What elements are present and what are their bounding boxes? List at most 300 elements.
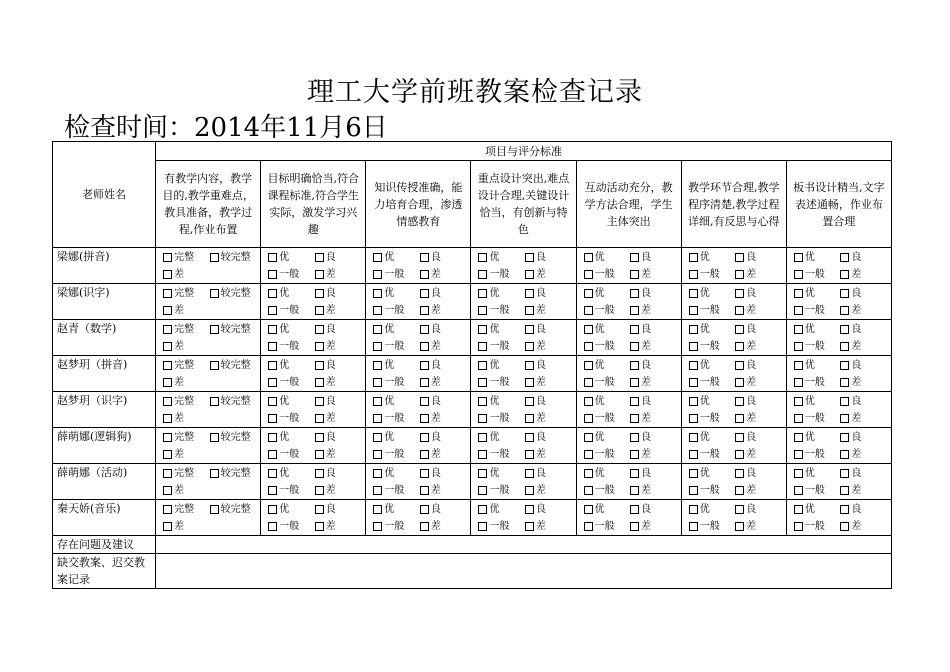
rating-option[interactable] [794, 446, 841, 463]
checkbox-icon[interactable] [584, 289, 593, 298]
checkbox-icon[interactable] [373, 486, 382, 495]
rating-option[interactable] [373, 357, 420, 374]
checkbox-icon[interactable] [794, 289, 803, 298]
checkbox-icon[interactable] [689, 306, 698, 315]
checkbox-icon[interactable] [315, 361, 324, 370]
rating-option[interactable] [630, 501, 677, 518]
checkbox-icon[interactable] [735, 414, 744, 423]
rating-option[interactable] [584, 357, 631, 374]
rating-option[interactable] [478, 357, 525, 374]
checkbox-icon[interactable] [315, 450, 324, 459]
checkbox-icon[interactable] [373, 306, 382, 315]
rating-option[interactable] [630, 302, 677, 319]
rating-option[interactable] [268, 374, 315, 391]
checkbox-icon[interactable] [840, 397, 849, 406]
rating-option[interactable] [163, 518, 210, 535]
rating-option[interactable] [268, 518, 315, 535]
checkbox-icon[interactable] [735, 433, 744, 442]
rating-option[interactable] [735, 482, 782, 499]
checkbox-icon[interactable] [478, 342, 487, 351]
checkbox-icon[interactable] [268, 433, 277, 442]
rating-option[interactable] [794, 302, 841, 319]
checkbox-icon[interactable] [794, 342, 803, 351]
checkbox-icon[interactable] [268, 486, 277, 495]
checkbox-icon[interactable] [630, 306, 639, 315]
checkbox-icon[interactable] [478, 505, 487, 514]
rating-option[interactable] [840, 393, 887, 410]
rating-option[interactable] [735, 393, 782, 410]
rating-option[interactable] [420, 302, 467, 319]
rating-option[interactable] [315, 321, 362, 338]
checkbox-icon[interactable] [373, 397, 382, 406]
checkbox-icon[interactable] [840, 450, 849, 459]
rating-option[interactable] [163, 393, 210, 410]
rating-option[interactable] [689, 501, 736, 518]
checkbox-icon[interactable] [163, 486, 172, 495]
checkbox-icon[interactable] [689, 270, 698, 279]
rating-option[interactable] [689, 374, 736, 391]
checkbox-icon[interactable] [373, 325, 382, 334]
rating-option[interactable] [478, 410, 525, 427]
rating-option[interactable] [689, 338, 736, 355]
checkbox-icon[interactable] [315, 378, 324, 387]
checkbox-icon[interactable] [735, 289, 744, 298]
rating-option[interactable] [525, 302, 572, 319]
checkbox-icon[interactable] [268, 469, 277, 478]
rating-option[interactable] [163, 465, 210, 482]
rating-option[interactable] [478, 285, 525, 302]
rating-option[interactable] [478, 302, 525, 319]
checkbox-icon[interactable] [163, 397, 172, 406]
checkbox-icon[interactable] [373, 270, 382, 279]
rating-option[interactable] [689, 482, 736, 499]
rating-option[interactable] [840, 302, 887, 319]
rating-option[interactable] [210, 501, 257, 518]
rating-option[interactable] [794, 410, 841, 427]
checkbox-icon[interactable] [373, 289, 382, 298]
rating-option[interactable] [525, 501, 572, 518]
rating-option[interactable] [373, 482, 420, 499]
checkbox-icon[interactable] [525, 486, 534, 495]
checkbox-icon[interactable] [794, 325, 803, 334]
rating-option[interactable] [420, 501, 467, 518]
rating-option[interactable] [525, 446, 572, 463]
checkbox-icon[interactable] [525, 378, 534, 387]
rating-option[interactable] [315, 302, 362, 319]
rating-option[interactable] [478, 393, 525, 410]
rating-option[interactable] [689, 357, 736, 374]
checkbox-icon[interactable] [268, 325, 277, 334]
rating-option[interactable] [584, 410, 631, 427]
checkbox-icon[interactable] [373, 342, 382, 351]
checkbox-icon[interactable] [840, 342, 849, 351]
checkbox-icon[interactable] [735, 306, 744, 315]
rating-option[interactable] [420, 482, 467, 499]
rating-option[interactable] [210, 321, 257, 338]
checkbox-icon[interactable] [630, 486, 639, 495]
checkbox-icon[interactable] [794, 522, 803, 531]
checkbox-icon[interactable] [630, 325, 639, 334]
rating-option[interactable] [630, 429, 677, 446]
rating-option[interactable] [210, 285, 257, 302]
checkbox-icon[interactable] [735, 505, 744, 514]
checkbox-icon[interactable] [478, 270, 487, 279]
checkbox-icon[interactable] [735, 361, 744, 370]
rating-option[interactable] [840, 410, 887, 427]
checkbox-icon[interactable] [735, 378, 744, 387]
rating-option[interactable] [689, 266, 736, 283]
rating-option[interactable] [689, 446, 736, 463]
checkbox-icon[interactable] [630, 505, 639, 514]
rating-option[interactable] [689, 302, 736, 319]
rating-option[interactable] [794, 374, 841, 391]
rating-option[interactable] [735, 285, 782, 302]
rating-option[interactable] [630, 393, 677, 410]
checkbox-icon[interactable] [268, 270, 277, 279]
rating-option[interactable] [840, 501, 887, 518]
checkbox-icon[interactable] [315, 414, 324, 423]
checkbox-icon[interactable] [630, 450, 639, 459]
checkbox-icon[interactable] [420, 414, 429, 423]
checkbox-icon[interactable] [163, 378, 172, 387]
rating-option[interactable] [840, 374, 887, 391]
checkbox-icon[interactable] [210, 397, 219, 406]
checkbox-icon[interactable] [373, 433, 382, 442]
checkbox-icon[interactable] [373, 505, 382, 514]
checkbox-icon[interactable] [840, 469, 849, 478]
checkbox-icon[interactable] [630, 378, 639, 387]
rating-option[interactable] [268, 429, 315, 446]
rating-option[interactable] [420, 446, 467, 463]
rating-option[interactable] [163, 266, 210, 283]
rating-option[interactable] [478, 321, 525, 338]
checkbox-icon[interactable] [315, 522, 324, 531]
checkbox-icon[interactable] [630, 342, 639, 351]
rating-option[interactable] [315, 285, 362, 302]
checkbox-icon[interactable] [268, 306, 277, 315]
rating-option[interactable] [525, 482, 572, 499]
rating-option[interactable] [163, 302, 210, 319]
checkbox-icon[interactable] [420, 325, 429, 334]
rating-option[interactable] [420, 410, 467, 427]
rating-option[interactable] [584, 266, 631, 283]
rating-option[interactable] [268, 249, 315, 266]
rating-option[interactable] [794, 393, 841, 410]
checkbox-icon[interactable] [525, 253, 534, 262]
checkbox-icon[interactable] [163, 522, 172, 531]
rating-option[interactable] [163, 374, 210, 391]
checkbox-icon[interactable] [210, 253, 219, 262]
rating-option[interactable] [210, 465, 257, 482]
checkbox-icon[interactable] [525, 270, 534, 279]
rating-option[interactable] [689, 465, 736, 482]
checkbox-icon[interactable] [630, 397, 639, 406]
checkbox-icon[interactable] [373, 414, 382, 423]
checkbox-icon[interactable] [525, 397, 534, 406]
checkbox-icon[interactable] [630, 414, 639, 423]
checkbox-icon[interactable] [478, 486, 487, 495]
checkbox-icon[interactable] [584, 270, 593, 279]
checkbox-icon[interactable] [163, 505, 172, 514]
rating-option[interactable] [840, 465, 887, 482]
checkbox-icon[interactable] [584, 306, 593, 315]
rating-option[interactable] [420, 285, 467, 302]
checkbox-icon[interactable] [794, 505, 803, 514]
rating-option[interactable] [584, 518, 631, 535]
checkbox-icon[interactable] [315, 289, 324, 298]
checkbox-icon[interactable] [525, 414, 534, 423]
checkbox-icon[interactable] [420, 450, 429, 459]
rating-option[interactable] [735, 338, 782, 355]
rating-option[interactable] [584, 465, 631, 482]
checkbox-icon[interactable] [478, 306, 487, 315]
checkbox-icon[interactable] [268, 378, 277, 387]
rating-option[interactable] [840, 429, 887, 446]
rating-option[interactable] [689, 429, 736, 446]
rating-option[interactable] [840, 482, 887, 499]
checkbox-icon[interactable] [794, 270, 803, 279]
checkbox-icon[interactable] [525, 450, 534, 459]
rating-option[interactable] [373, 285, 420, 302]
checkbox-icon[interactable] [630, 289, 639, 298]
rating-option[interactable] [525, 393, 572, 410]
checkbox-icon[interactable] [478, 289, 487, 298]
checkbox-icon[interactable] [735, 397, 744, 406]
checkbox-icon[interactable] [689, 414, 698, 423]
checkbox-icon[interactable] [584, 522, 593, 531]
rating-option[interactable] [840, 285, 887, 302]
rating-option[interactable] [735, 429, 782, 446]
checkbox-icon[interactable] [689, 289, 698, 298]
rating-option[interactable] [268, 393, 315, 410]
checkbox-icon[interactable] [525, 469, 534, 478]
rating-option[interactable] [794, 321, 841, 338]
checkbox-icon[interactable] [525, 522, 534, 531]
checkbox-icon[interactable] [373, 378, 382, 387]
rating-option[interactable] [420, 374, 467, 391]
checkbox-icon[interactable] [420, 306, 429, 315]
footer-value[interactable] [156, 554, 892, 589]
rating-option[interactable] [373, 410, 420, 427]
checkbox-icon[interactable] [315, 253, 324, 262]
checkbox-icon[interactable] [315, 325, 324, 334]
rating-option[interactable] [584, 446, 631, 463]
rating-option[interactable] [268, 446, 315, 463]
rating-option[interactable] [210, 249, 257, 266]
rating-option[interactable] [525, 338, 572, 355]
checkbox-icon[interactable] [373, 469, 382, 478]
rating-option[interactable] [794, 429, 841, 446]
checkbox-icon[interactable] [163, 325, 172, 334]
checkbox-icon[interactable] [735, 253, 744, 262]
checkbox-icon[interactable] [630, 522, 639, 531]
checkbox-icon[interactable] [584, 505, 593, 514]
rating-option[interactable] [525, 465, 572, 482]
rating-option[interactable] [794, 465, 841, 482]
rating-option[interactable] [525, 321, 572, 338]
checkbox-icon[interactable] [163, 270, 172, 279]
checkbox-icon[interactable] [420, 522, 429, 531]
checkbox-icon[interactable] [840, 414, 849, 423]
rating-option[interactable] [478, 501, 525, 518]
rating-option[interactable] [373, 501, 420, 518]
checkbox-icon[interactable] [689, 342, 698, 351]
rating-option[interactable] [630, 357, 677, 374]
checkbox-icon[interactable] [420, 342, 429, 351]
rating-option[interactable] [420, 249, 467, 266]
rating-option[interactable] [315, 501, 362, 518]
checkbox-icon[interactable] [420, 469, 429, 478]
checkbox-icon[interactable] [525, 306, 534, 315]
checkbox-icon[interactable] [525, 361, 534, 370]
rating-option[interactable] [163, 501, 210, 518]
checkbox-icon[interactable] [689, 505, 698, 514]
rating-option[interactable] [735, 249, 782, 266]
checkbox-icon[interactable] [315, 397, 324, 406]
checkbox-icon[interactable] [210, 433, 219, 442]
rating-option[interactable] [689, 518, 736, 535]
rating-option[interactable] [163, 338, 210, 355]
rating-option[interactable] [373, 446, 420, 463]
checkbox-icon[interactable] [163, 433, 172, 442]
rating-option[interactable] [268, 338, 315, 355]
checkbox-icon[interactable] [735, 486, 744, 495]
rating-option[interactable] [584, 429, 631, 446]
rating-option[interactable] [735, 446, 782, 463]
rating-option[interactable] [315, 465, 362, 482]
checkbox-icon[interactable] [163, 414, 172, 423]
checkbox-icon[interactable] [840, 378, 849, 387]
checkbox-icon[interactable] [689, 433, 698, 442]
rating-option[interactable] [163, 410, 210, 427]
rating-option[interactable] [840, 338, 887, 355]
checkbox-icon[interactable] [689, 469, 698, 478]
rating-option[interactable] [478, 518, 525, 535]
checkbox-icon[interactable] [163, 306, 172, 315]
rating-option[interactable] [478, 465, 525, 482]
checkbox-icon[interactable] [794, 450, 803, 459]
rating-option[interactable] [478, 429, 525, 446]
rating-option[interactable] [163, 285, 210, 302]
rating-option[interactable] [794, 501, 841, 518]
checkbox-icon[interactable] [689, 486, 698, 495]
rating-option[interactable] [584, 338, 631, 355]
checkbox-icon[interactable] [420, 505, 429, 514]
rating-option[interactable] [630, 465, 677, 482]
rating-option[interactable] [735, 465, 782, 482]
checkbox-icon[interactable] [478, 325, 487, 334]
checkbox-icon[interactable] [794, 397, 803, 406]
checkbox-icon[interactable] [840, 522, 849, 531]
checkbox-icon[interactable] [840, 253, 849, 262]
rating-option[interactable] [794, 357, 841, 374]
checkbox-icon[interactable] [373, 450, 382, 459]
checkbox-icon[interactable] [584, 486, 593, 495]
checkbox-icon[interactable] [420, 253, 429, 262]
checkbox-icon[interactable] [735, 325, 744, 334]
rating-option[interactable] [840, 357, 887, 374]
rating-option[interactable] [478, 446, 525, 463]
rating-option[interactable] [268, 465, 315, 482]
footer-value[interactable] [156, 536, 892, 554]
checkbox-icon[interactable] [689, 397, 698, 406]
checkbox-icon[interactable] [163, 361, 172, 370]
rating-option[interactable] [584, 501, 631, 518]
rating-option[interactable] [373, 518, 420, 535]
checkbox-icon[interactable] [689, 361, 698, 370]
checkbox-icon[interactable] [525, 342, 534, 351]
rating-option[interactable] [478, 249, 525, 266]
checkbox-icon[interactable] [478, 414, 487, 423]
rating-option[interactable] [735, 266, 782, 283]
checkbox-icon[interactable] [420, 270, 429, 279]
checkbox-icon[interactable] [268, 450, 277, 459]
rating-option[interactable] [210, 357, 257, 374]
rating-option[interactable] [315, 393, 362, 410]
rating-option[interactable] [268, 501, 315, 518]
rating-option[interactable] [630, 338, 677, 355]
checkbox-icon[interactable] [840, 289, 849, 298]
checkbox-icon[interactable] [210, 505, 219, 514]
rating-option[interactable] [373, 321, 420, 338]
rating-option[interactable] [584, 374, 631, 391]
rating-option[interactable] [163, 429, 210, 446]
rating-option[interactable] [630, 249, 677, 266]
rating-option[interactable] [735, 321, 782, 338]
checkbox-icon[interactable] [420, 289, 429, 298]
checkbox-icon[interactable] [840, 486, 849, 495]
rating-option[interactable] [420, 266, 467, 283]
rating-option[interactable] [735, 357, 782, 374]
checkbox-icon[interactable] [525, 433, 534, 442]
checkbox-icon[interactable] [794, 378, 803, 387]
checkbox-icon[interactable] [630, 361, 639, 370]
checkbox-icon[interactable] [420, 361, 429, 370]
checkbox-icon[interactable] [735, 522, 744, 531]
rating-option[interactable] [525, 410, 572, 427]
rating-option[interactable] [315, 249, 362, 266]
checkbox-icon[interactable] [315, 486, 324, 495]
rating-option[interactable] [794, 249, 841, 266]
rating-option[interactable] [315, 429, 362, 446]
rating-option[interactable] [315, 482, 362, 499]
checkbox-icon[interactable] [478, 469, 487, 478]
rating-option[interactable] [420, 465, 467, 482]
checkbox-icon[interactable] [525, 505, 534, 514]
rating-option[interactable] [689, 249, 736, 266]
rating-option[interactable] [525, 249, 572, 266]
rating-option[interactable] [689, 285, 736, 302]
checkbox-icon[interactable] [525, 289, 534, 298]
rating-option[interactable] [840, 518, 887, 535]
checkbox-icon[interactable] [268, 289, 277, 298]
checkbox-icon[interactable] [584, 433, 593, 442]
checkbox-icon[interactable] [584, 342, 593, 351]
checkbox-icon[interactable] [478, 361, 487, 370]
checkbox-icon[interactable] [268, 414, 277, 423]
rating-option[interactable] [630, 285, 677, 302]
checkbox-icon[interactable] [210, 325, 219, 334]
rating-option[interactable] [268, 482, 315, 499]
rating-option[interactable] [794, 518, 841, 535]
checkbox-icon[interactable] [630, 469, 639, 478]
checkbox-icon[interactable] [584, 325, 593, 334]
checkbox-icon[interactable] [420, 378, 429, 387]
checkbox-icon[interactable] [315, 306, 324, 315]
rating-option[interactable] [315, 446, 362, 463]
rating-option[interactable] [794, 266, 841, 283]
rating-option[interactable] [840, 321, 887, 338]
